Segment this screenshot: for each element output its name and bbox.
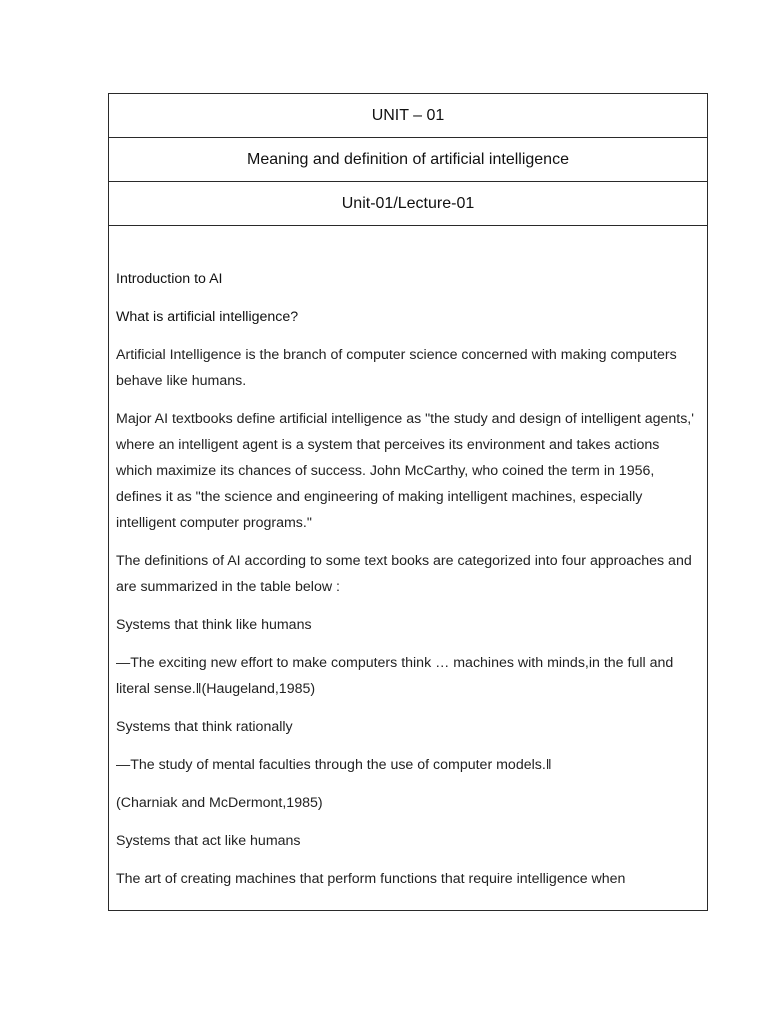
unit-title: UNIT – 01 <box>109 94 707 138</box>
paragraph-textbooks: Major AI textbooks define artificial intelligence as "the study and design of intelligent agents,' where an intelligent agent is a system that perceives its environment and takes actions which maximize its chances of success. John McCarthy, who coined the term in 1956, defines it as "the science and engineering of making intelligent machines, especially intelligent computer programs." <box>116 411 694 531</box>
approach-act-humans-title: Systems that act like humans <box>116 833 301 849</box>
paragraph-approaches: The definitions of AI according to some text books are categorized into four approaches and are summarized in the table below : <box>116 553 692 595</box>
question-heading: What is artificial intelligence? <box>116 309 299 325</box>
approach-think-rationally-cite: (Charniak and McDermont,1985) <box>116 795 323 811</box>
approach-think-rationally-quote: ―The study of mental faculties through the use of computer models.‖ <box>116 757 552 773</box>
paragraph-definition: Artificial Intelligence is the branch of computer science concerned with making computers behave like humans. <box>116 347 677 389</box>
approach-think-rationally-title: Systems that think rationally <box>116 719 293 735</box>
approach-think-humans-title: Systems that think like humans <box>116 617 312 633</box>
intro-heading: Introduction to AI <box>116 271 223 287</box>
approach-act-humans-quote: The art of creating machines that perform functions that require intelligence when <box>116 871 626 887</box>
document-frame <box>108 93 708 911</box>
topic-title: Meaning and definition of artificial intelligence <box>109 138 707 182</box>
document-body <box>109 226 707 892</box>
approach-think-humans-quote: ―The exciting new effort to make computers think … machines with minds,in the full and literal sense.‖(Haugeland,1985) <box>116 655 674 697</box>
lecture-title: Unit-01/Lecture-01 <box>109 182 707 226</box>
